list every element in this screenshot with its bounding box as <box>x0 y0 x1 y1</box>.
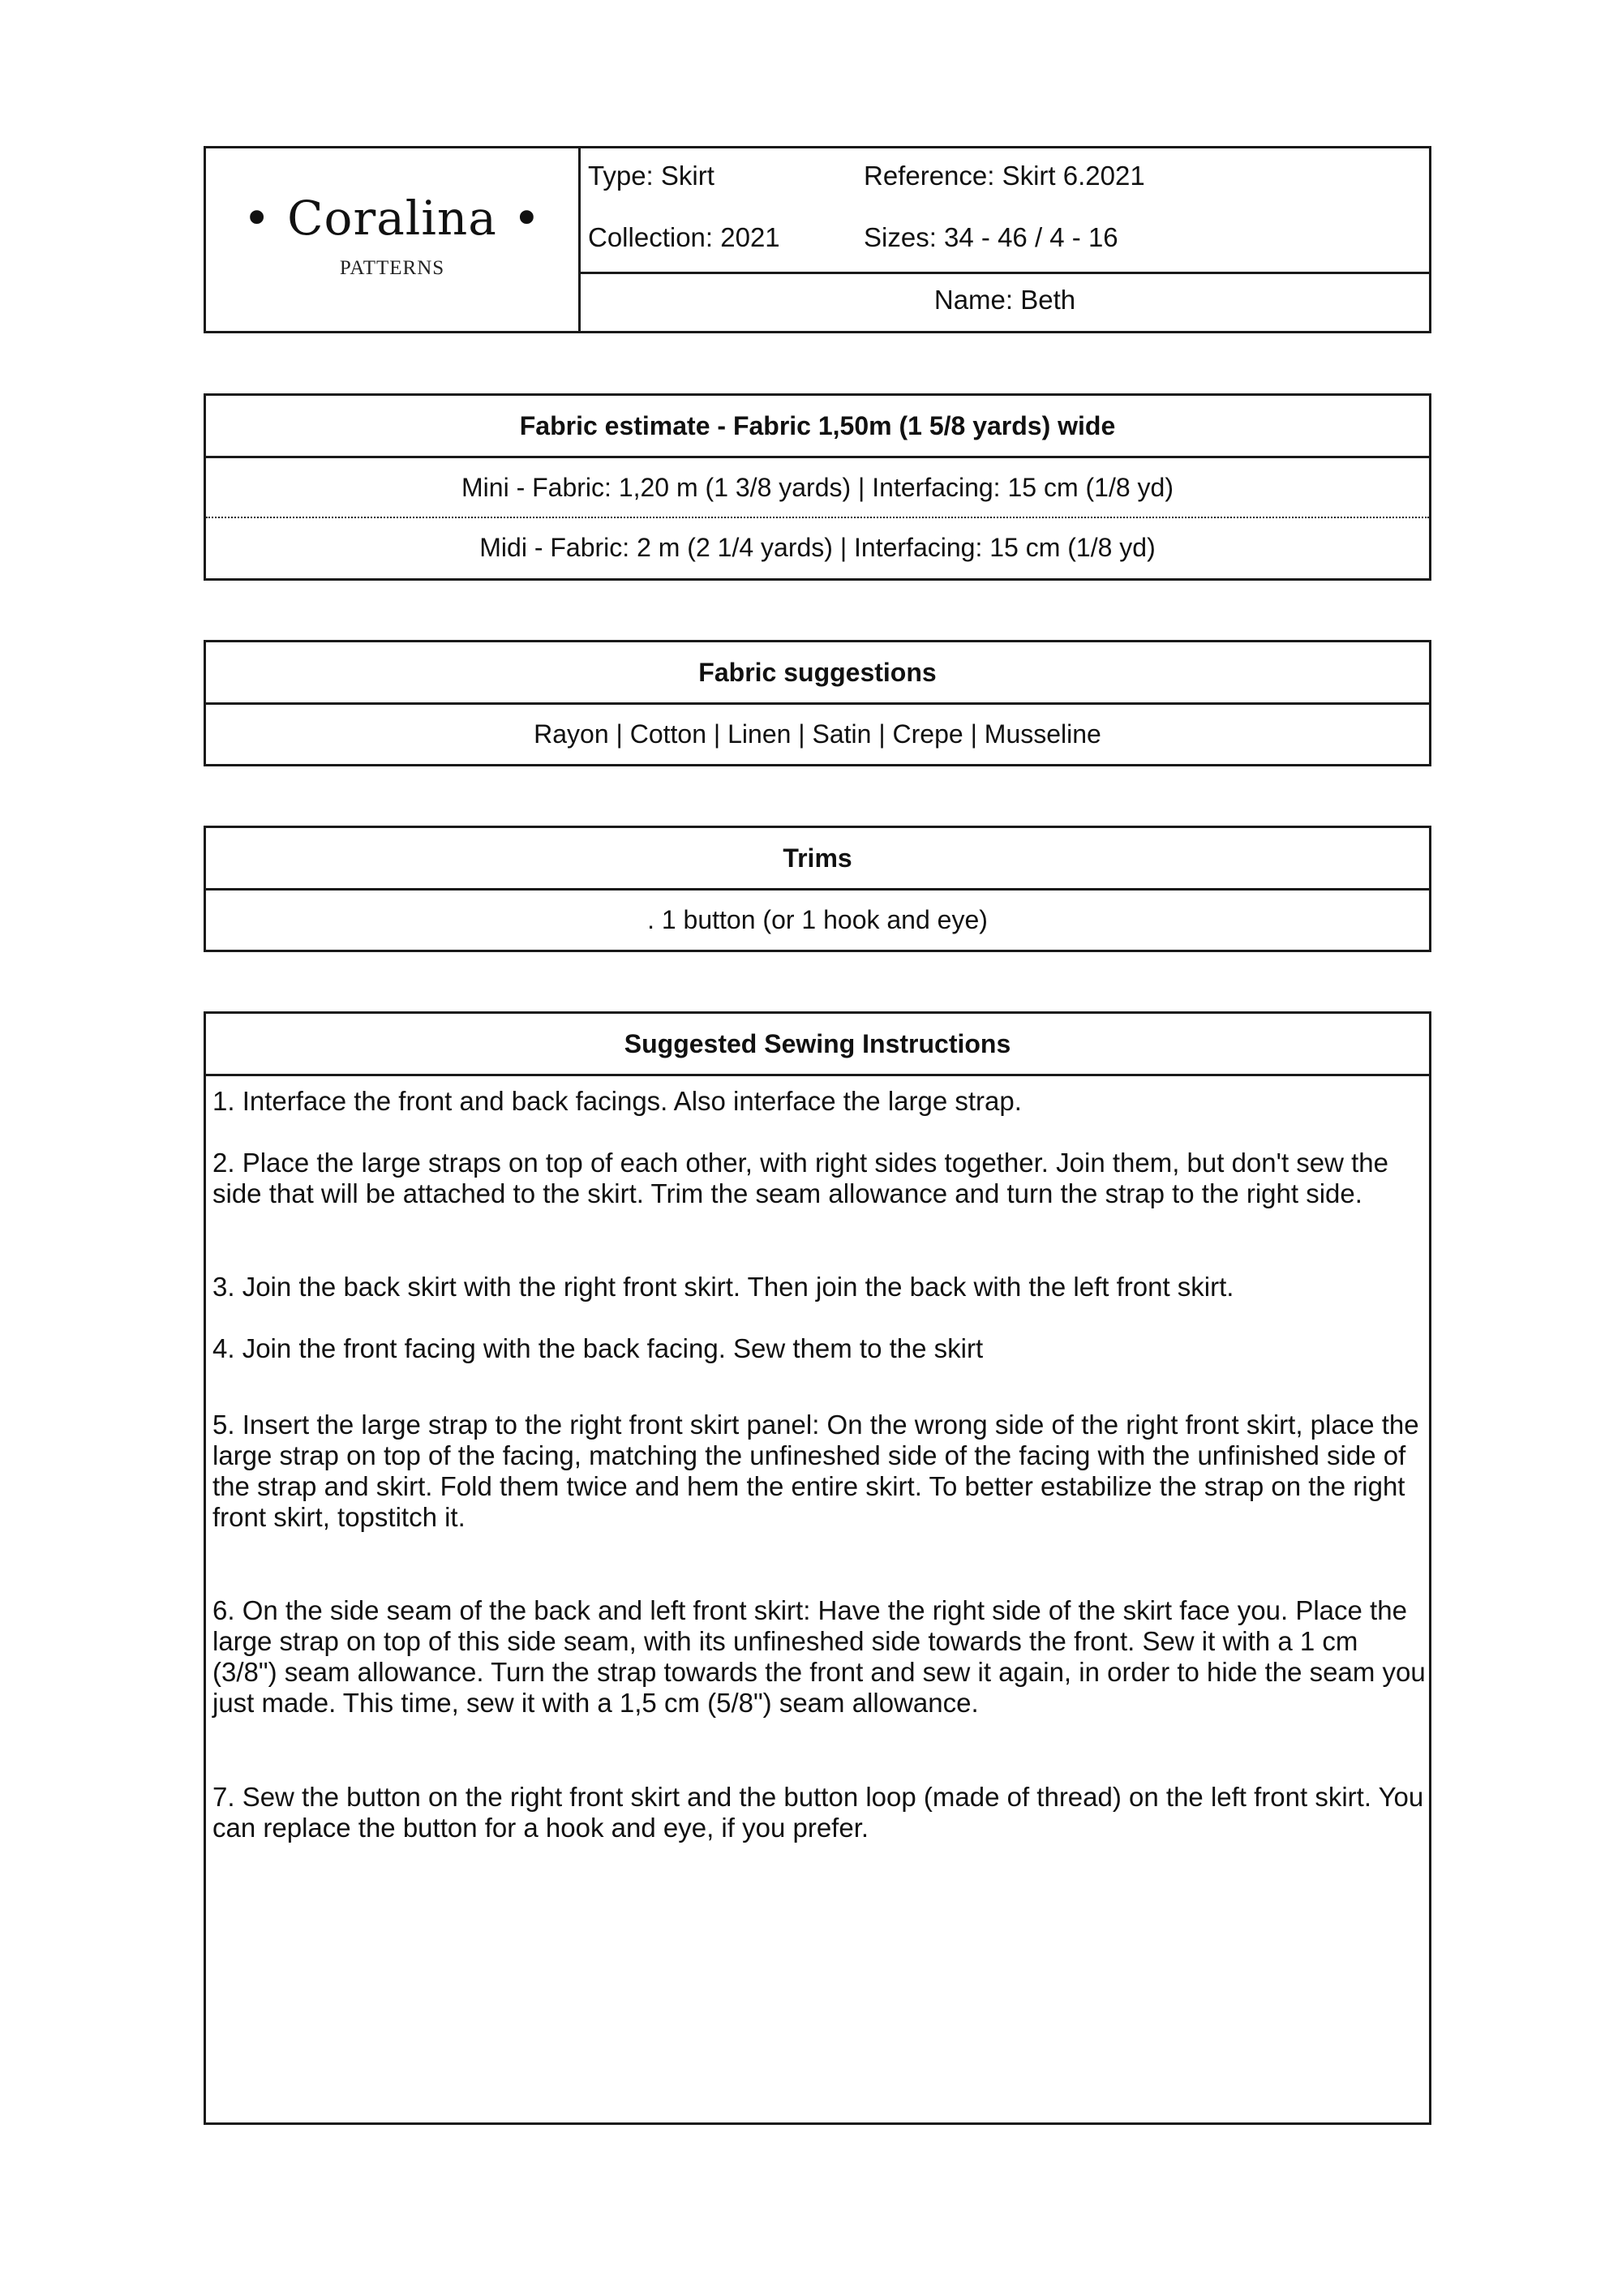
instruction-step-7: 7. Sew the button on the right front skirt and the button loop (made of thread) on the left front skirt. You can replace the button for a hook and eye, if you prefer. <box>212 1782 1424 1843</box>
fabric-estimate-title: Fabric estimate - Fabric 1,50m (1 5/8 yards) wide <box>206 396 1429 458</box>
instruction-step-2: 2. Place the large straps on top of each other, with right sides together. Join them, but don't sew the side that will be attached to the skirt. Trim the seam allowance and turn the strap to the right side. <box>212 1148 1389 1208</box>
pattern-name: Name: Beth <box>933 285 1076 315</box>
brand-logo <box>206 148 581 331</box>
pattern-info <box>581 148 1429 331</box>
pattern-collection: Collection: 2021 <box>588 222 780 252</box>
trims-table <box>204 826 1431 952</box>
instruction-step-3: 3. Join the back skirt with the right front skirt. Then join the back with the left front skirt. <box>212 1272 1234 1302</box>
fabric-suggestions-list: Rayon | Cotton | Linen | Satin | Crepe | Musseline <box>534 719 1101 749</box>
fabric-estimate-midi: Midi - Fabric: 2 m (2 1/4 yards) | Interfacing: 15 cm (1/8 yd) <box>479 533 1156 562</box>
pattern-info-row <box>581 148 1429 274</box>
fabric-suggestions-table <box>204 640 1431 766</box>
fabric-suggestions-title: Fabric suggestions <box>206 642 1429 705</box>
pattern-sizes: Sizes: 34 - 46 / 4 - 16 <box>864 222 1118 252</box>
fabric-estimate-mini: Mini - Fabric: 1,20 m (1 3/8 yards) | Interfacing: 15 cm (1/8 yd) <box>206 458 1429 518</box>
pattern-type: Type: Skirt <box>588 161 714 191</box>
pattern-header <box>204 146 1431 333</box>
fabric-estimate-table <box>204 393 1431 581</box>
brand-subtitle: PATTERNS <box>339 257 445 279</box>
instruction-step-4: 4. Join the front facing with the back facing. Sew them to the skirt <box>212 1333 984 1363</box>
sewing-instructions-title: Suggested Sewing Instructions <box>206 1014 1429 1076</box>
brand-name: • Coralina • <box>242 191 542 246</box>
instruction-step-5: 5. Insert the large strap to the right front skirt panel: On the wrong side of the right front skirt, place the large strap on top of the facing, matching the unfineshed side of the facing with the unfinished side of the strap and skirt. Fold them twice and hem the entire skirt. To better estabilize the strap on the right front skirt, topstitch it. <box>212 1410 1419 1532</box>
trims-list: . 1 button (or 1 hook and eye) <box>647 905 988 934</box>
sewing-instructions-table <box>204 1011 1431 2125</box>
trims-title: Trims <box>206 828 1429 891</box>
instruction-step-1: 1. Interface the front and back facings. Also interface the large strap. <box>212 1086 1022 1116</box>
pattern-reference: Reference: Skirt 6.2021 <box>864 161 1145 191</box>
instruction-step-6: 6. On the side seam of the back and left front skirt: Have the right side of the skirt face you. Place the large strap on top of this side seam, with its unfineshed side towards the front. Sew it with a 1 cm (3/8") seam allowance. Turn the strap towards the front and sew it again, in order to hide the seam you just made. This time, sew it with a 1,5 cm (5/8") seam allowance. <box>212 1595 1426 1718</box>
